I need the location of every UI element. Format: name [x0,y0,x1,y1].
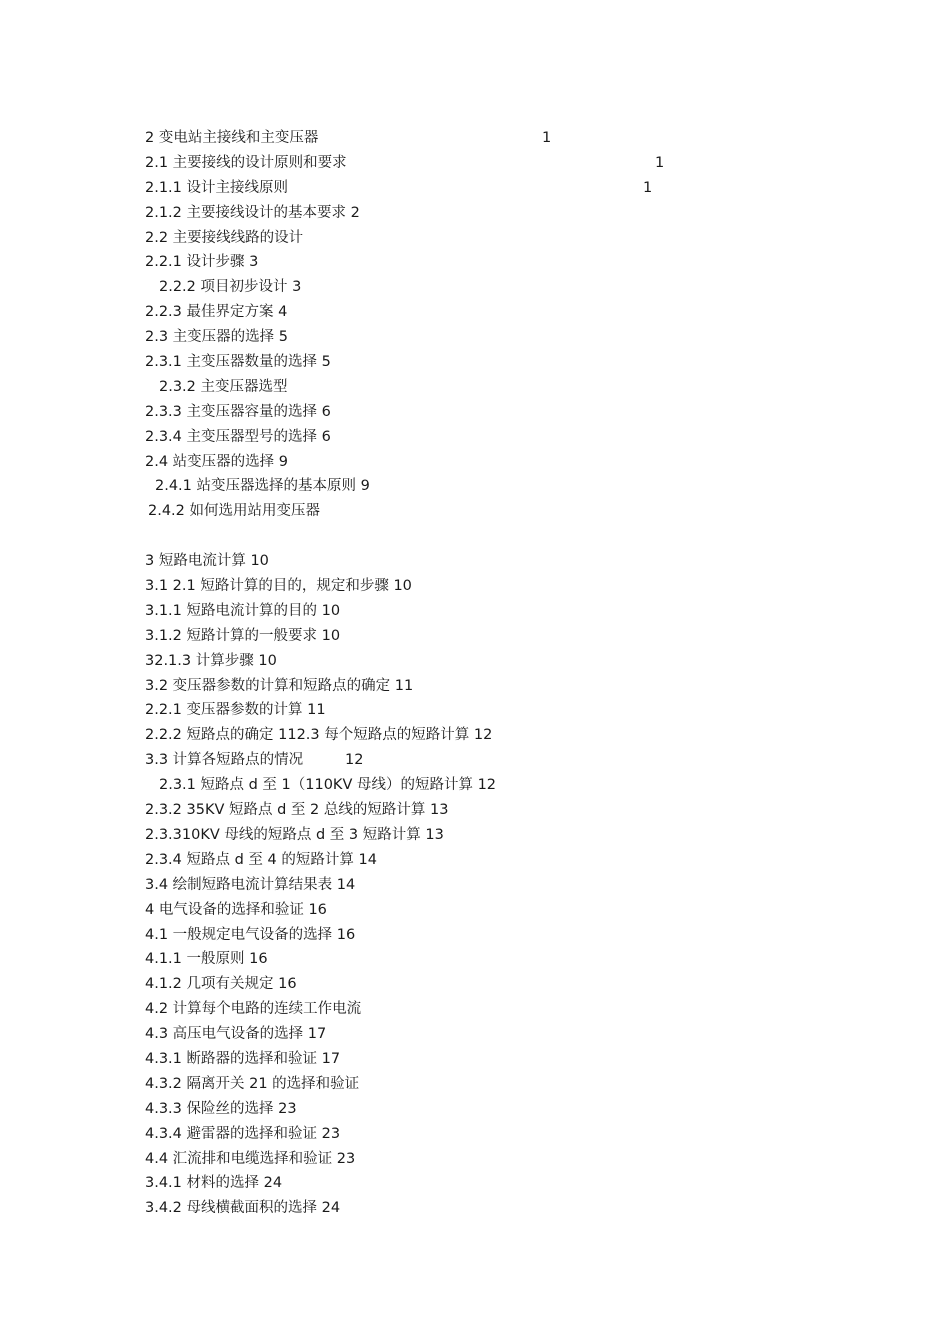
toc-entry [145,226,845,251]
toc-entry [145,151,845,176]
toc-entry [145,126,845,151]
toc-entry-text: 2.3.4 短路点 d 至 4 的短路计算 14 [145,851,377,868]
toc-entry [145,823,845,848]
toc-entry-text: 4.3.3 保险丝的选择 23 [145,1100,297,1117]
toc-entry [145,798,845,823]
toc-entry [145,450,845,475]
toc-entry [145,574,845,599]
toc-entry [145,1097,845,1122]
toc-entry-text: 2.1.2 主要接线设计的基本要求 2 [145,204,360,221]
toc-entry-text: 2.3.3 主变压器容量的选择 6 [145,403,331,420]
toc-entry-text: 2.3.4 主变压器型号的选择 6 [145,428,331,445]
toc-entry-text: 4.1 一般规定电气设备的选择 16 [145,926,356,943]
toc-entry-text: 3.1.2 短路计算的一般要求 10 [145,627,341,644]
toc-entry [145,773,845,798]
toc-entry [145,300,845,325]
toc-entry [145,425,845,450]
toc-entry [145,649,845,674]
toc-entry-text: 3.2 变压器参数的计算和短路点的确定 11 [145,677,414,694]
toc-entry-text: 3.3 计算各短路点的情况 [145,752,304,769]
toc-entry-text: 2.2.2 短路点的确定 112.3 每个短路点的短路计算 12 [145,727,493,744]
toc-entry-text: 2.4.1 站变压器选择的基本原则 9 [155,478,370,495]
toc-entry [145,923,845,948]
toc-entry-text: 4.3.2 隔离开关 21 的选择和验证 [145,1075,360,1092]
toc-entry-text: 2.2.1 设计步骤 3 [145,254,259,271]
toc-entry [145,250,845,275]
toc-entry-text: 3 短路电流计算 10 [145,553,269,570]
toc-entry-text: 4 电气设备的选择和验证 16 [145,901,327,918]
toc-entry-page: 1 [542,130,552,146]
toc-entry-text: 2.2 主要接线线路的设计 [145,229,304,246]
toc-entry-text: 2 变电站主接线和主变压器 [145,130,319,146]
toc-entry-text: 4.3 高压电气设备的选择 17 [145,1026,327,1043]
toc-entry [145,201,845,226]
toc-entry [145,748,845,773]
toc-entry [145,599,845,624]
toc-entry-page: 1 [655,154,665,171]
toc-entry-text: 2.2.3 最佳界定方案 4 [145,304,288,321]
toc-entry-text: 32.1.3 计算步骤 10 [145,652,277,669]
blank-line [145,524,845,549]
toc-entry-text: 2.3.1 短路点 d 至 1（110KV 母线）的短路计算 12 [159,777,497,794]
toc-entry-text: 4.3.4 避雷器的选择和验证 23 [145,1125,341,1142]
toc-entry-text: 2.3 主变压器的选择 5 [145,329,289,346]
toc-entry-text: 2.4 站变压器的选择 9 [145,453,289,470]
toc-entry [145,549,845,574]
toc-entry [145,997,845,1022]
toc-entry [145,972,845,997]
toc-entry-text: 2.3.310KV 母线的短路点 d 至 3 短路计算 13 [145,826,444,843]
toc-entry-text: 2.3.1 主变压器数量的选择 5 [145,354,331,371]
toc-entry [145,1122,845,1147]
toc-entry [145,723,845,748]
toc-entry [145,474,845,499]
toc-entry-text: 4.1.1 一般原则 16 [145,951,268,968]
toc-entry [145,873,845,898]
toc-entry-text: 3.1.1 短路电流计算的目的 10 [145,602,341,619]
toc-entry-text: 3.1 2.1 短路计算的目的，规定和步骤 10 [145,578,412,595]
toc-entry [145,1147,845,1172]
toc-entry [145,898,845,923]
toc-entry-text: 2.3.2 35KV 短路点 d 至 2 总线的短路计算 13 [145,802,449,819]
toc-entry-text: 2.2.1 变压器参数的计算 11 [145,702,326,719]
table-of-contents [145,126,845,1221]
toc-entry [145,1196,845,1221]
toc-entry-text: 4.4 汇流排和电缆选择和验证 23 [145,1150,356,1167]
toc-entry [145,1072,845,1097]
toc-entry [145,674,845,699]
toc-entry [145,325,845,350]
toc-entry-text: 2.2.2 项目初步设计 3 [159,279,302,296]
toc-entry [145,400,845,425]
toc-entry-text: 4.1.2 几项有关规定 16 [145,976,297,993]
toc-entry [145,350,845,375]
toc-entry [145,848,845,873]
toc-entry-page: 12 [345,752,364,769]
toc-entry [145,1171,845,1196]
toc-entry-text: 4.3.1 断路器的选择和验证 17 [145,1050,341,1067]
toc-entry [145,1047,845,1072]
toc-entry-text: 3.4.2 母线横截面积的选择 24 [145,1200,341,1217]
toc-entry-text: 2.1 主要接线的设计原则和要求 [145,154,347,171]
toc-entry [145,176,845,201]
toc-entry-text: 2.1.1 设计主接线原则 [145,179,289,196]
toc-entry-text: 4.2 计算每个电路的连续工作电流 [145,1001,362,1018]
toc-entry [145,624,845,649]
toc-entry [145,275,845,300]
toc-entry [145,947,845,972]
toc-entry-text: 3.4.1 材料的选择 24 [145,1175,283,1192]
toc-entry [145,499,845,524]
toc-entry-text: 3.4 绘制短路电流计算结果表 14 [145,876,356,893]
toc-entry-text: 2.3.2 主变压器选型 [159,378,288,395]
toc-entry [145,375,845,400]
toc-entry [145,698,845,723]
toc-entry-page: 1 [643,179,653,196]
toc-entry [145,1022,845,1047]
toc-entry-text: 2.4.2 如何选用站用变压器 [148,503,321,520]
